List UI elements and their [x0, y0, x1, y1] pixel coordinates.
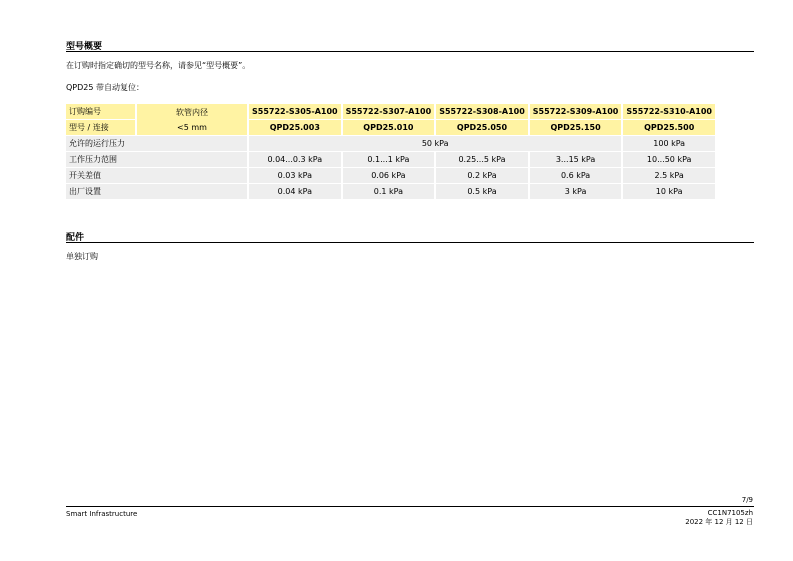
- order-number: S55722-S307-A100: [343, 104, 435, 119]
- order-number: S55722-S308-A100: [436, 104, 528, 119]
- footer-date: 2022 年 12 月 12 日: [685, 518, 753, 526]
- heading-rule: [66, 51, 754, 52]
- row-value: 0.1...1 kPa: [343, 152, 435, 167]
- row-value: 0.04 kPa: [249, 184, 341, 199]
- accessories-text: 单独订购: [66, 252, 98, 261]
- table-row: [66, 184, 715, 199]
- row-value: 100 kPa: [623, 136, 715, 151]
- row-label: 开关差值: [66, 168, 247, 183]
- order-number: S55722-S309-A100: [530, 104, 622, 119]
- type-value: QPD25.150: [530, 120, 622, 135]
- type-label: 型号 / 连接: [66, 120, 135, 135]
- row-value: 3...15 kPa: [530, 152, 622, 167]
- order-number: S55722-S310-A100: [623, 104, 715, 119]
- order-label: 订购编号: [66, 104, 135, 119]
- row-value: 3 kPa: [530, 184, 622, 199]
- row-label: 出厂设置: [66, 184, 247, 199]
- page-number: 7/9: [741, 496, 753, 504]
- intro-text: 在订购时指定确切的型号名称，请参见“型号概要”。: [66, 61, 251, 70]
- row-value: 0.2 kPa: [436, 168, 528, 183]
- row-value: 50 kPa: [249, 136, 621, 151]
- table-row: [66, 152, 715, 167]
- order-number: S55722-S305-A100: [249, 104, 341, 119]
- table-row-order: [66, 104, 715, 119]
- hose-cell: [137, 104, 247, 135]
- footer-rule: [66, 506, 754, 507]
- row-value: 0.03 kPa: [249, 168, 341, 183]
- accessories-heading: 配件: [66, 233, 85, 243]
- row-value: 10 kPa: [623, 184, 715, 199]
- footer-doc-id: CC1N7105zh: [707, 509, 753, 517]
- subtitle-text: QPD25 带自动复位：: [66, 83, 145, 92]
- spec-table: [64, 103, 717, 200]
- row-label: 工作压力范围: [66, 152, 247, 167]
- row-label: 允许的运行压力: [66, 136, 247, 151]
- footer-company: Smart Infrastructure: [66, 510, 138, 518]
- row-value: 0.06 kPa: [343, 168, 435, 183]
- row-value: 0.04...0.3 kPa: [249, 152, 341, 167]
- type-value: QPD25.010: [343, 120, 435, 135]
- footer-info: [685, 509, 753, 527]
- row-value: 0.5 kPa: [436, 184, 528, 199]
- table-row: [66, 136, 715, 151]
- table-row: [66, 168, 715, 183]
- row-value: 10...50 kPa: [623, 152, 715, 167]
- row-value: 0.6 kPa: [530, 168, 622, 183]
- type-value: QPD25.500: [623, 120, 715, 135]
- hose-size: <5 mm: [177, 122, 207, 132]
- row-value: 2.5 kPa: [623, 168, 715, 183]
- row-value: 0.1 kPa: [343, 184, 435, 199]
- type-summary-heading: 型号概要: [66, 42, 103, 52]
- type-value: QPD25.050: [436, 120, 528, 135]
- row-value: 0.25...5 kPa: [436, 152, 528, 167]
- type-value: QPD25.003: [249, 120, 341, 135]
- hose-label: 软管内径: [176, 107, 208, 117]
- accessories-rule: [66, 242, 754, 243]
